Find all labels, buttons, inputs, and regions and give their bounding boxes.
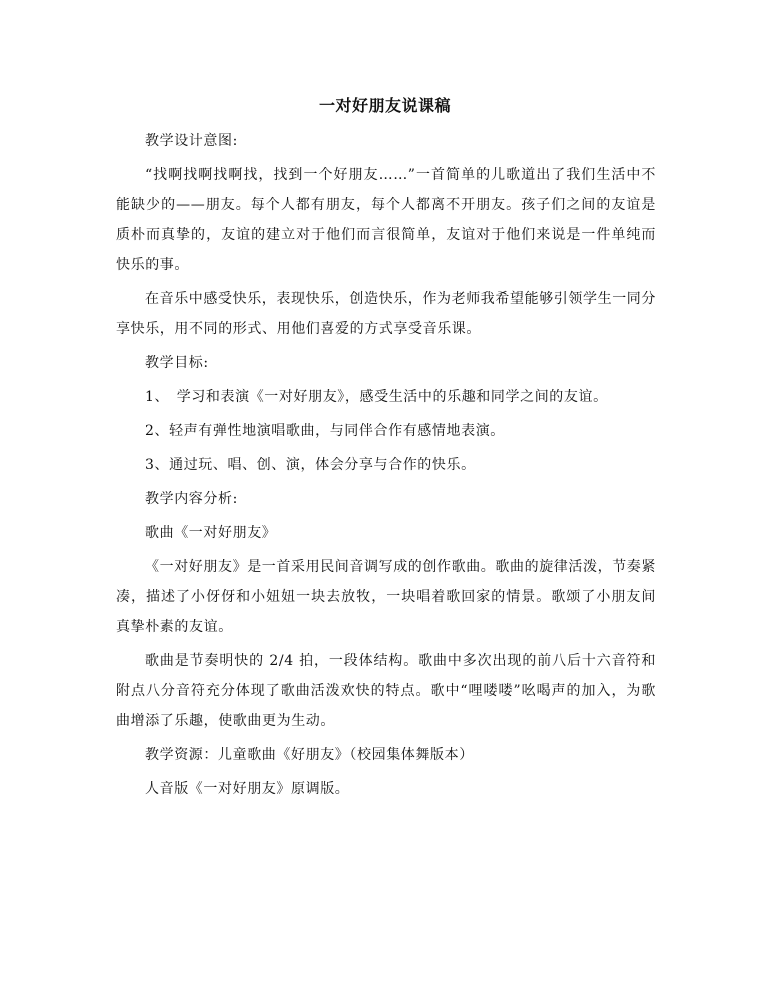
paragraph-intro: “找啊找啊找啊找，找到一个好朋友……”一首简单的儿歌道出了我们生活中不能缺少的——朋友。每个人都有朋友，每个人都离不开朋友。孩子们之间的友谊是质朴而真挚的，友谊的建立对于他们而言很简单，友谊对于他们来说是一件单纯而快乐的事。 bbox=[116, 167, 656, 273]
objective-item-1: 1、 学习和表演《一对好朋友》，感受生活中的乐趣和同学之间的友谊。 bbox=[145, 389, 608, 405]
section-heading-design-intent: 教学设计意图: bbox=[145, 133, 238, 149]
paragraph-song-description: 《一对好朋友》是一首采用民间音调写成的创作歌曲。歌曲的旋律活泼，节奏紧凑，描述了小伢伢和小妞妞一块去放牧，一块唱着歌回家的情景。歌颂了小朋友间真挚朴素的友谊。 bbox=[116, 559, 656, 635]
objective-item-3: 3、通过玩、唱、创、演，体会分享与合作的快乐。 bbox=[145, 457, 476, 473]
document-body bbox=[116, 126, 656, 804]
song-title-line: 歌曲《一对好朋友》 bbox=[145, 525, 277, 541]
objective-item-2: 2、轻声有弹性地演唱歌曲，与同伴合作有感情地表演。 bbox=[145, 423, 505, 439]
paragraph-resources: 教学资源：儿童歌曲《好朋友》（校园集体舞版本） bbox=[145, 747, 474, 763]
paragraph-music-joy: 在音乐中感受快乐，表现快乐，创造快乐，作为老师我希望能够引领学生一同分享快乐，用不同的形式、用他们喜爱的方式享受音乐课。 bbox=[116, 291, 656, 337]
section-heading-objectives: 教学目标: bbox=[145, 355, 209, 371]
paragraph-song-structure: 歌曲是节奏明快的 2/4 拍，一段体结构。歌曲中多次出现的前八后十六音符和附点八分音符充分体现了歌曲活泼欢快的特点。歌中“哩喽喽”吆喝声的加入，为歌曲增添了乐趣，使歌曲更为生动。 bbox=[116, 653, 656, 729]
section-heading-content-analysis: 教学内容分析: bbox=[145, 491, 238, 507]
paragraph-resources-version: 人音版《一对好朋友》原调版。 bbox=[145, 781, 350, 797]
document-title: 一对好朋友说课稿 bbox=[318, 96, 451, 115]
